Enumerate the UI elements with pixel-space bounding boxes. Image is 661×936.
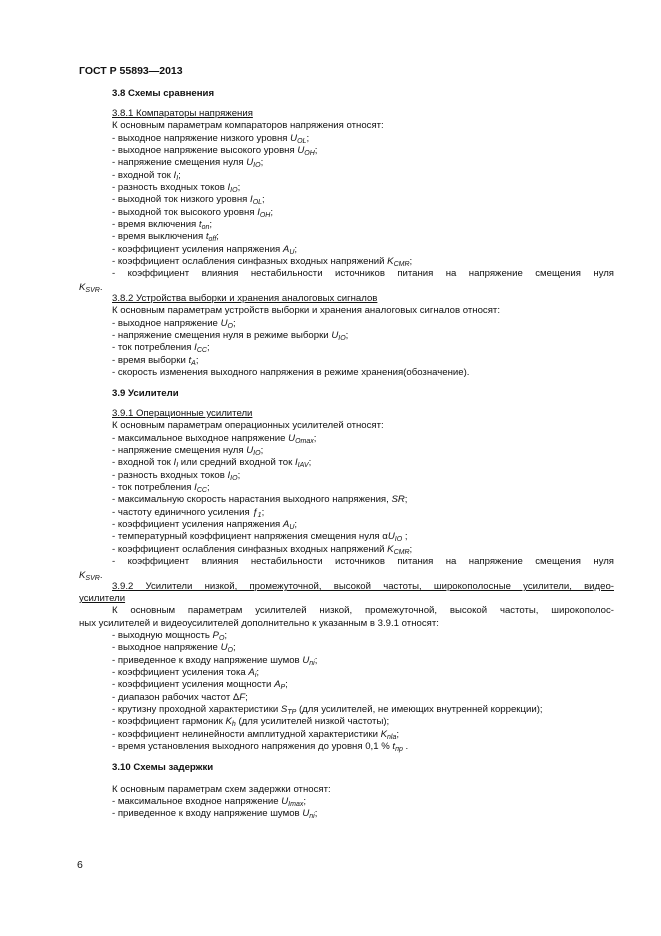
- text-line: - приведенное к входу напряжение шумов $U_{ni}$;: [112, 655, 318, 667]
- text-line: - коэффициент усиления мощности $A_P$;: [112, 679, 288, 691]
- text-line: - напряжение смещения нуля $U_{IO}$;: [112, 445, 264, 457]
- text-line: - скорость изменения выходного напряжения в режиме хранения(обозначение).: [112, 367, 470, 378]
- section-heading: 3.10 Схемы задержки: [112, 762, 214, 773]
- text-line: - коэффициент усиления тока $A_i$;: [112, 667, 260, 679]
- text-line: - разность входных токов $I_{IO}$;: [112, 182, 241, 194]
- text-line: - выходное напряжение $U_O$;: [112, 642, 236, 654]
- text-line: - коэффициент ослабления синфазных входных напряжений $K_{CMR}$;: [112, 256, 413, 268]
- text-line: - время включения $t_{on}$;: [112, 219, 213, 231]
- text-line: $K_{SVR}$.: [79, 570, 103, 582]
- text-line: - коэффициент усиления напряжения $A_U$;: [112, 519, 298, 531]
- subsection-heading: 3.8.1 Компараторы напряжения: [112, 108, 253, 119]
- section-heading: 3.8 Схемы сравнения: [112, 88, 215, 99]
- text-line: - коэффициент нелинейности амплитудной характеристики $K_{nla}$;: [112, 729, 400, 741]
- text-line: К основным параметрам компараторов напряжения относят:: [112, 120, 384, 131]
- text-line: - выходное напряжение высокого уровня $U_{OH}$;: [112, 145, 318, 157]
- text-line: - выходной ток низкого уровня $I_{OL}$;: [112, 194, 265, 206]
- text-line: - ток потребления $I_{CC}$;: [112, 342, 210, 354]
- text-line: - температурный коэффициент напряжения смещения нуля $\alpha U_{IO}$ ;: [112, 531, 408, 543]
- subsection-heading: 3.9.1 Операционные усилители: [112, 408, 253, 419]
- text-line: - диапазон рабочих частот ΔF;: [112, 692, 248, 703]
- text-line: - время выборки $t_A$;: [112, 355, 199, 367]
- document-header: ГОСТ Р 55893—2013: [79, 65, 183, 77]
- text-line: - выходной ток высокого уровня $I_{OH}$;: [112, 207, 274, 219]
- text-line: - выходное напряжение низкого уровня $U_{OL}$;: [112, 133, 310, 145]
- text-line: ных усилителей и видеоусилителей дополнительно к указанным в 3.9.1 относят:: [79, 618, 439, 629]
- text-line: - напряжение смещения нуля в режиме выборки $U_{IO}$;: [112, 330, 349, 342]
- text-line: - входной ток $I_I$;: [112, 170, 181, 182]
- text-line: - коэффициент гармоник $K_h$ (для усилителей низкой частоты);: [112, 716, 390, 728]
- text-line: - разность входных токов $I_{IO}$;: [112, 470, 241, 482]
- text-line: - выходное напряжение $U_O$;: [112, 318, 236, 330]
- text-line: - частоту единичного усиления $ƒ_1$;: [112, 507, 265, 519]
- text-line: - коэффициент усиления напряжения $A_U$;: [112, 244, 298, 256]
- text-line: - ток потребления $I_{CC}$;: [112, 482, 210, 494]
- text-line: - коэффициент ослабления синфазных входных напряжений $K_{CMR}$;: [112, 544, 413, 556]
- text-line: - входной ток $I_I$ или средний входной ток $I_{IAV}$;: [112, 457, 312, 469]
- text-line: - время выключения $t_{off}$;: [112, 231, 219, 243]
- text-line: - напряжение смещения нуля $U_{IO}$;: [112, 157, 264, 169]
- text-line: - время установления выходного напряжения до уровня 0,1 % $t_{пр}$ .: [112, 741, 409, 753]
- text-line: усилители: [79, 593, 126, 604]
- subsection-heading: 3.8.2 Устройства выборки и хранения аналоговых сигналов: [112, 293, 378, 304]
- text-line: - выходную мощность $P_O$;: [112, 630, 228, 642]
- text-line: 3.9.2 Усилители низкой, промежуточной, высокой частоты, широкополосные усилители, видео-: [112, 581, 614, 592]
- text-line: - приведенное к входу напряжение шумов $U_{ni}$;: [112, 808, 318, 820]
- text-line: - максимальную скорость нарастания выходного напряжения, SR;: [112, 494, 408, 505]
- text-line: К основным параметрам устройств выборки и хранения аналоговых сигналов относят:: [112, 305, 500, 316]
- text-line: $K_{SVR}$.: [79, 282, 103, 294]
- page-number: 6: [77, 859, 83, 871]
- text-line: - коэффициент влияния нестабильности источников питания на напряжение смещения нуля: [112, 268, 614, 279]
- text-line: К основным параметрам усилителей низкой, промежуточной, высокой частоты, широкополос-: [112, 605, 614, 616]
- text-line: - максимальное входное напряжение $U_{Imax}$;: [112, 796, 307, 808]
- text-line: - крутизну проходной характеристики $S_{TP}$ (для усилителей, не имеющих внутренней коррекции);: [112, 704, 543, 716]
- text-line: К основным параметрам схем задержки относят:: [112, 784, 331, 795]
- text-line: - максимальное выходное напряжение $U_{Omax}$;: [112, 433, 317, 445]
- section-heading: 3.9 Усилители: [112, 388, 179, 399]
- text-line: - коэффициент влияния нестабильности источников питания на напряжение смещения нуля: [112, 556, 614, 567]
- text-line: К основным параметрам операционных усилителей относят:: [112, 420, 384, 431]
